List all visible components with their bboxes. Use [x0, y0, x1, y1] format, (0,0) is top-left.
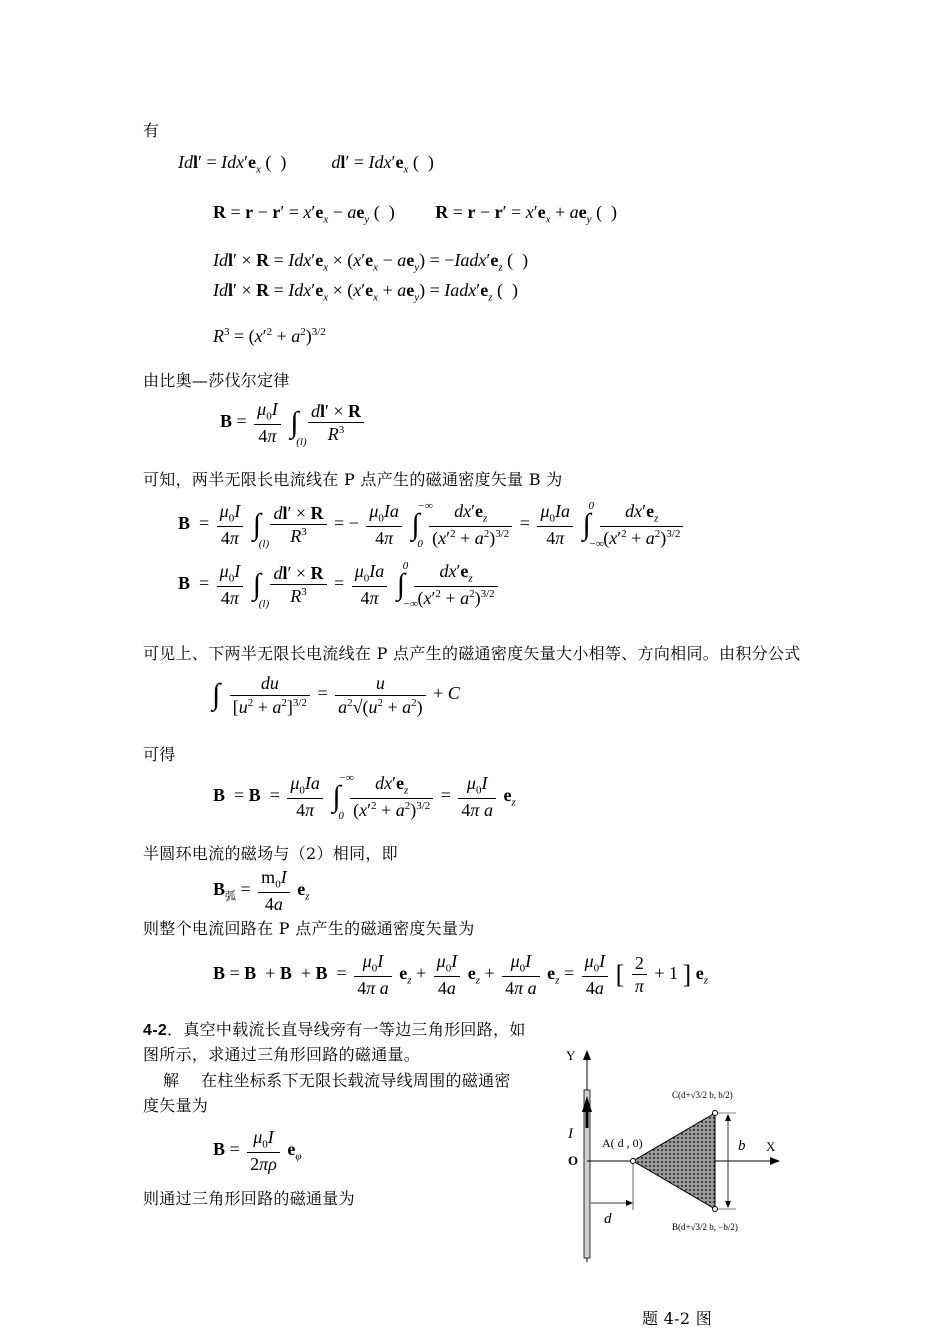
- triangle-loop: [633, 1113, 715, 1209]
- equation-B-wire: B = $\frac{\mu_0I}{2\pi\rho}$ $e_\varphi$: [213, 1127, 302, 1175]
- equation-biot-savart: B = $\frac{\mu_0I}{4\pi}$ ∫ (l) $\frac{dl' \times R}{R^3}$: [220, 398, 367, 448]
- y-axis-label: Y: [566, 1048, 576, 1063]
- equation-cross-1: $Idl' \times R = Idx'e_x \times (x'e_x - ae_y)$ = $-Iadx'e_z$ ( ): [213, 250, 529, 274]
- d-label: d: [604, 1211, 612, 1227]
- text-zetong: 则通过三角形回路的磁通量为: [143, 1189, 355, 1208]
- problem-text-1: ．真空中载流长直导线旁有一等边三角形回路，如: [167, 1020, 526, 1039]
- text-you: 有: [143, 121, 160, 140]
- text-banyuan: 半圆环电流的磁场与（2）相同，即: [143, 844, 398, 863]
- x-axis-label: X: [766, 1139, 776, 1154]
- equation-cross-2: $Idl' \times R = Idx'e_x \times (x'e_x + ae_y)$ = $Iadx'e_z$ ( ): [213, 280, 518, 304]
- problem-number: 4-2: [143, 1022, 168, 1039]
- text-biot: 由比奥—莎伐尔定律: [143, 371, 290, 390]
- equation-B-result: B = B = $\frac{\mu_0Ia}{4\pi}$ ∫ −∞ 0 $\frac{dx'e_z}{(x'^2 + a^2)^{3/2}}$ = $\frac{\mu_0I}{\text{4π a}}$ $e_z$: [213, 771, 516, 822]
- figure-caption: 题 4-2 图: [642, 1309, 713, 1328]
- y-axis-arrow: [583, 1050, 591, 1060]
- solution-line-2: 度矢量为: [143, 1096, 209, 1115]
- problem-statement-line-2: 图所示，求通过三角形回路的磁通量。: [143, 1045, 421, 1064]
- current-label: I: [568, 1126, 573, 1142]
- equation-R: $R = r - r' = x'e_x - ae_y$ ( ) $R = r - r' = x'e_x + ae_y$ ( ): [213, 202, 618, 226]
- figure-4-2: [560, 1048, 800, 1268]
- equation-B-upper: B = $\frac{\mu_0I}{4\pi}$ ∫ (l) $\frac{dl' \times R}{R^3}$ = − $\frac{\mu_0Ia}{4\pi}$ ∫ −∞ 0 $\frac{dx'e_z}{(x'^2 + a^2)^{3/2}}$ = $\frac{\mu_0Ia}{4\pi}$ ∫ 0 −∞ $\frac{dx'e_z}{(x'^2 + a^2)^{3/2}}$: [178, 500, 686, 550]
- solution-line-1: 解 在柱坐标系下无限长载流导线周围的磁通密: [163, 1071, 511, 1090]
- b-label: b: [738, 1138, 746, 1154]
- origin-label: O: [568, 1153, 579, 1168]
- text-zezheng: 则整个电流回路在 P 点产生的磁通密度矢量为: [143, 919, 475, 938]
- equation-B-lower: B = $\frac{\mu_0I}{4\pi}$ ∫ (l) $\frac{dl' \times R}{R^3}$ = $\frac{\mu_0Ia}{4\pi}$ ∫ 0 −∞ $\frac{dx'e_z}{(x'^2 + a^2)^{3/2}}$: [178, 560, 501, 610]
- equation-B-total: B = B + B + B = $\frac{\mu_0I}{\text{4π a}}$ $e_z$ + $\frac{\mu_0I}{4a}$ $e_z$ + $\frac{\mu_0I}{\text{4π a}}$ $e_z$ = $\frac{\mu_0I}{4a}$ [ $\frac{2}{\pi}$ + 1 ] $e_z$: [213, 951, 708, 999]
- x-axis-arrow: [770, 1157, 780, 1165]
- text-kejian: 可见上、下两半无限长电流线在 P 点产生的磁通密度矢量大小相等、方向相同。由积分公式: [143, 644, 801, 663]
- text-kede: 可得: [143, 745, 176, 764]
- text-kezhi: 可知，两半无限长电流线在 P 点产生的磁通密度矢量 B 为: [143, 470, 563, 489]
- equation-R3: $R^3 = (x'^2 + a^2)^{3/2}$: [213, 326, 326, 346]
- vertex-b: [713, 1207, 718, 1212]
- point-a-label: A( d , 0): [602, 1136, 643, 1150]
- equation-B-arc: $B_弧$ = $\frac{m_0I}{4a}$ $e_z$: [213, 867, 310, 915]
- top-vertex-label: C(d+√3/2 b, b/2): [672, 1090, 733, 1100]
- equation-integral-formula: ∫ $\frac{du}{[u^2 + a^2]^{3/2}}$ = $\frac{u}{a^2√(u^2 + a^2)}$ + C: [212, 673, 460, 717]
- vertex-a: [631, 1159, 636, 1164]
- vertex-c: [713, 1111, 718, 1116]
- equation-idl: $Idl' = Idx'e_x$ ( ) $dl' = Idx'e_x$ ( ): [178, 152, 434, 176]
- bottom-vertex-label: B(d+√3/2 b, −b/2): [672, 1222, 738, 1232]
- problem-statement-line-1: [143, 1017, 526, 1040]
